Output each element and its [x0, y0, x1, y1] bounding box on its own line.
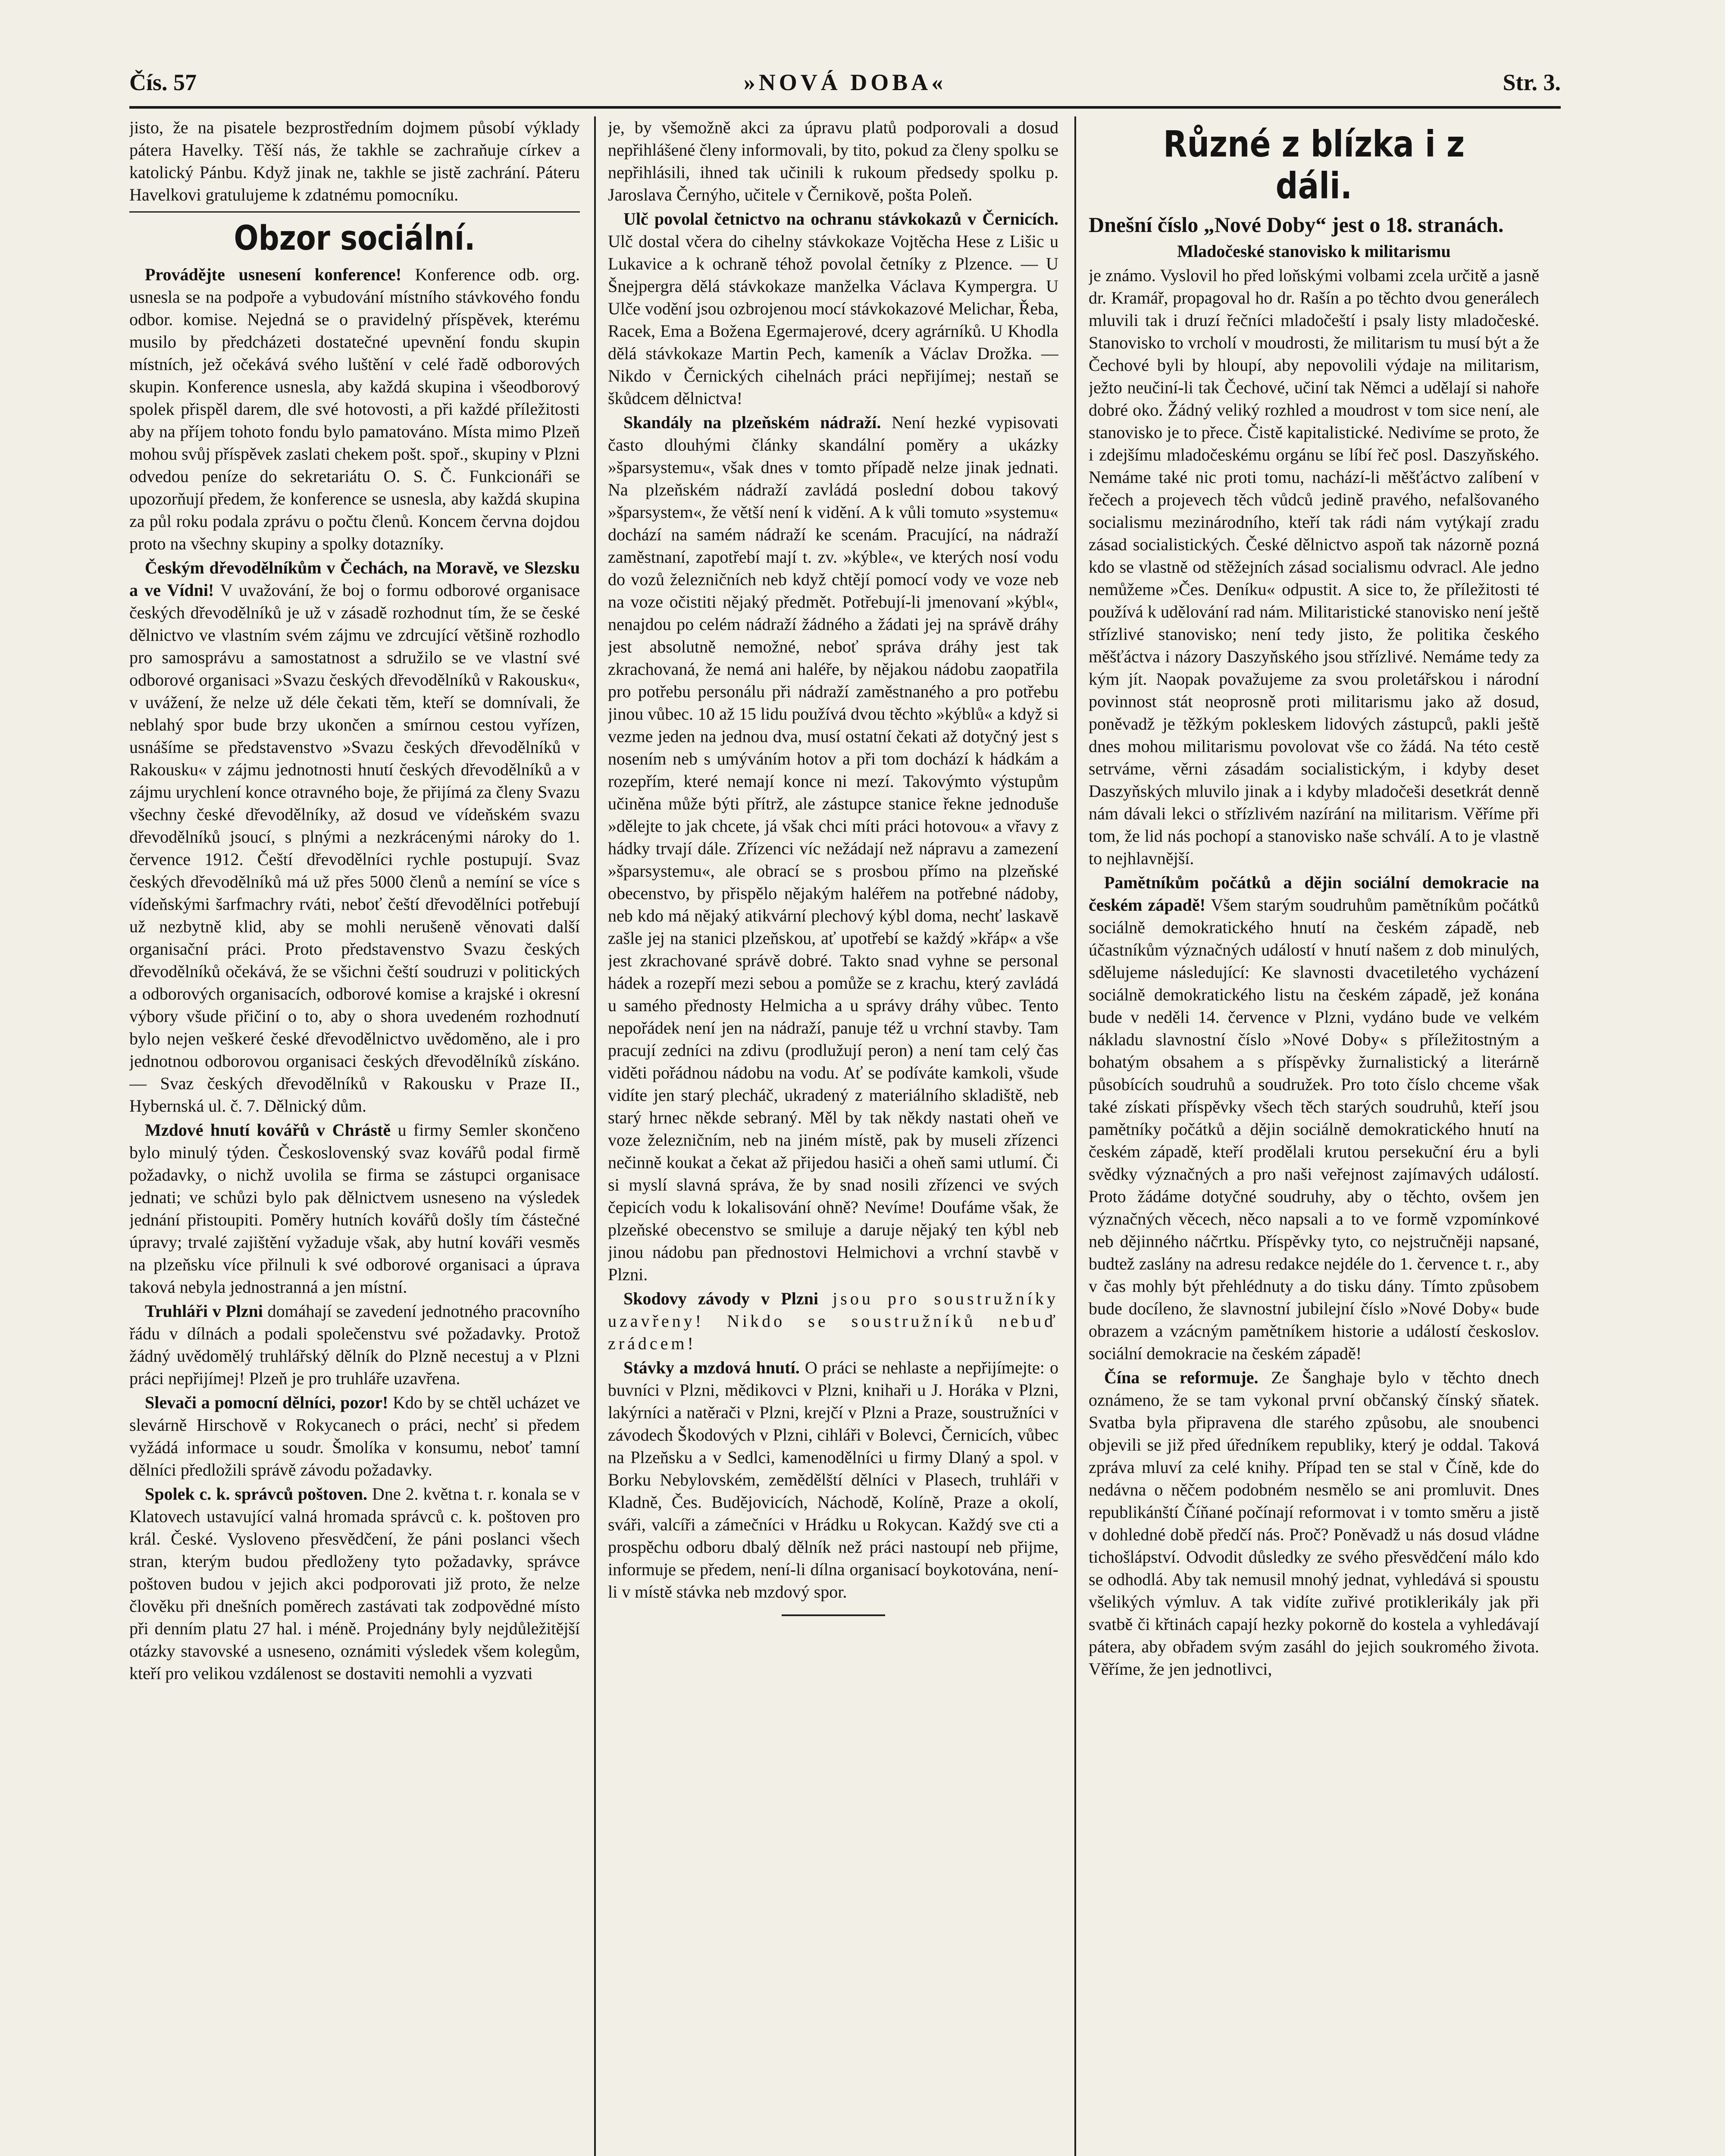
section-heading: Obzor sociální.	[234, 219, 476, 258]
page-count-notice: Dnešní číslo „Nové Doby“ jest o 18. stranách.	[1089, 213, 1504, 237]
article-body: Není hezké vypisovati často dlouhými články skandální poměry a ukázky »šparsystemu«, však dnes v tomto případě nelze jinak jednati. Na plzeňském nádraží zavládá poslední dobou takový »šparsystem«, že větší není k vidění. A k vůli tomuto »systemu« dochází na samém nádraží ke scenám. Pracující, na nádraží zaměstnaní, zapotřebí mají t. zv. »kýble«, ve kterých nosí vodu do vozů železničních neb když chtějí pomocí vody ve voze neb na voze očistiti nějaký předmět. Potřebují-li jmenovaní »kýbl«, nenajdou po celém nádraží žádného a žádati jej na správě dráhy jest absolutně nemožné, neboť správa dráhy jest tak zkrachovaná, že nemá ani haléře, by nějakou nádobu zaopatřila pro potřebu personálu při nádraží zaměstnaného a pro potřebu jinou vůbec. 10 až 15 lidu používá dvou těchto »kýblů« a když si vezme jeden na jednou dva, musí ostatní čekati až dotyčný jest s nosením neb s umýváním hotov a při tom dochází k hádkám a rozepřím, které nemají konce ni mezí. Takovýmto výstupům učiněna může býti přítrž, ale zástupce stanice řekne jednoduše »dělejte to jak chcete, já však chci míti práci hotovou« a vřavy z hádky trvají dále. Zřízenci víc nežádají než nápravu a zamezení »šparsystemu«, ale obrací se s prosbou přímo na plzeňské obecenstvo, by přispělo nějakým haléřem na potřebné nádoby, neb kdo má nějaký atikvární plechový kýbl doma, nechť laskavě zašle jej na stanici plzeňskou, ať upotřebí se každý »křáp« a vše jest zkrachované správě dobré. Takto snad vyhne se personal hádek a rozepří mezi sebou a pomůže se z krachu, který zavládá u samého přednosty Helmicha a u správy dráhy vůbec. Tento nepořádek není jen na nádraží, panuje též u vrchní stavby. Tam pracují zedníci na zdivu (prodlužují peron) a není tam celý čas viděti pořádnou nádobu na vodu. Ať se podíváte kamkoli, všude vidíte jen starý plecháč, ukradený z materiálního skladiště, neb starý hrnec někde sebraný. Měl by tak někdy nastati oheň ve voze železničním, neb na jiném místě, pak by museli zřízenci nečinně koukat a čekat až přijedou hasiči a oheň sami utlumí. Či si myslí slavná správa, že by snad nosili zřízenci ve svých čepicích vodu k lokalisování ohně? Nevíme! Doufáme však, že plzeňské obecenstvo se smiluje a daruje nějaký ten kýbl neb jinou nádobu pan přednostovi Helmichovi a vrchní stavbě v Plzni.	[608, 413, 1058, 1284]
article-body: Ulč dostal včera do cihelny stávkokaze Vojtěcha Hese z Lišic u Lukavice a k ochraně téhož povolal četníky z Plzence. — U Šnejpergra dělá stávkokaze manželka Václava Kympergra. U Ulče vodění jsou ozbrojenou mocí stávkokazové Melichar, Řeba, Racek, Ema a Božena Egermajerové, dcery agrárníků. U Khodla dělá stávkokaze Martin Pech, kameník a Václav Drožka. — Nikdo v Černických cihelnách práci nepřijímej; nestaň se škůdcem dělnictva!	[608, 232, 1058, 408]
article-heading: Českým dřevodělníkům v Čechách, na Moravě, ve Slezsku a ve Vídni!	[129, 558, 580, 600]
article	[129, 1300, 580, 1390]
article-body: jsou pro soustružníky uzavřeny! Nikdo se soustružníků nebuď zrádcem!	[608, 1289, 1058, 1353]
article-body: O práci se nehlaste a nepřijímejte: o buvníci v Plzni, mědikovci v Plzni, knihaři u J. Horáka v Plzni, lakýrníci a natěrači v Plzni, krejčí v Plzni a Praze, soustružníci v závodech Škodových v Plzni, cihláři v Bolevci, Černicích, vůbec na Plzeňsku a v Sedlci, kamenodělníci u firmy Dlaný a spol. v Borku Nebylovském, zemědělští dělníci v Plasech, truhláři v Kladně, Čes. Budějovicích, Náchodě, Kolíně, Praze a okolí, sváři, valcíři a zámečníci v Hrádku u Rokycan. Každý sve cti a prospěchu odboru dbalý dělník než práci nastoupí neb přijme, informuje se předem, není-li dílna organisací boykotována, není-li v místě stávka neb mzdový spor.	[608, 1358, 1058, 1601]
article-body: Kdo by se chtěl ucházet ve slevárně Hirschově v Rokycanech o práci, nechť si předem vyžádá informace u soudr. Šmolíka v konsumu, neboť tamní dělníci předložili správě závodu požadavky.	[129, 1392, 580, 1479]
article	[129, 1483, 580, 1685]
article-heading: Pamětníkům počátků a dějin sociální demokracie na českém západě!	[1089, 873, 1539, 915]
article	[129, 263, 580, 555]
column-3	[1089, 116, 1539, 2156]
masthead-title: »NOVÁ DOBA«	[743, 69, 947, 95]
article	[129, 557, 580, 1117]
article	[608, 1357, 1058, 1603]
column-divider	[1074, 116, 1076, 2156]
article	[1089, 1366, 1539, 1680]
article-heading: Spolek c. k. správců poštoven.	[145, 1484, 368, 1504]
end-separator	[782, 1614, 885, 1616]
article-body: je známo. Vyslovil ho před loňskými volbami zcela určitě a jasně dr. Kramář, propagoval ho dr. Rašín a po těchto dvou generálech mluvili tak i druzí řečníci mladočeští i psaly listy mladočeské. Stanovisko to vrcholí v moudrosti, že militarism tu musí být a že Čechové byli by hloupí, aby nepovolili výdaje na militarism, ježto neučiní-li tak Čechové, učiní tak Němci a udělají si nahoře dobré oko. Žádný veliký rozhled a moudrost v tom sice není, ale stanovisko je to přece. Čistě kapitalistické. Nedivíme se proto, že i zdejšímu mladočeskému orgánu se líbí řeč posl. Daszyňského. Nemáme také nic proti tomu, nachází-li měšťáctvo zalíbení v řečech a projevech těch vůdců jedině pravého, nefalšovaného socialismu mezinárodního, kteří tak rádi nám vytýkají zradu zásad socialistických. České dělnictvo aspoň tak názorně pozná kdo se vlastně od stěžejních zásad socialismu odvracl. Ale jedno nemůžeme »Čes. Deníku« odpustit. A sice to, že příležitosti té používá k udělování rad nám. Militaristické stanovisko není ještě střízlivé stanovisko; není tedy jisto, že politika českého měšťáctva i názory Daszyňského jsou střízlivé. Nemáme tedy za kým jít. Naopak považujeme za svou proletářskou i národní povinnost stát neoprosně proti militarismu jako až dosud, poněvadž je těžkým pokleskem lidových zástupců, pakli ještě dnes mohou militarismu povolovat vše co žádá. Na této cestě setrváme, věrni zásadám socialistickým, i kdyby deset Daszyňských mluvilo jinak a i kdyby mladočeši desetkrát denně nám dávali lekci o střízlivém nazírání na militarism. Věříme při tom, že lid nás pochopí a stanovisko naše schválí. A to je vlastně to nejhlavnější.	[1089, 266, 1539, 868]
article	[608, 411, 1058, 1286]
article-body: Konference odb. org. usnesla se na podpoře a vybudování místního stávkového fondu odbor. komise. Nejedná se o pravidelný příspěvek, kterému musilo by předcházeti dostatečné upevnění fondu skupin místních, jež očekává svého luštění v celé řadě odborových skupin. Konference usnesla, aby každá skupina i všeodborový spolek přispěl darem, dle své hotovosti, a při každé příležitosti aby na příjem tohoto fondu bylo pamatováno. Místa mimo Plzeň mohou svůj příspěvek zaslati chekem pošt. spoř., skupiny v Plzni odvedou peníze do sekretariátu O. S. Č. Funkcionáři se upozorňují předem, že konference se usnesla, aby každá skupina za půl roku podala zprávu o počtu členů. Koncem června dojdou proto na všechny skupiny a spolky dotazníky.	[129, 264, 580, 553]
column-1	[129, 116, 580, 2156]
article-body: domáhají se zavedení jednotného pracovního řádu v dílnách a podali společenstvu své požadavky. Protož žádný uvědomělý truhlářský dělník do Plzně necestuj a v Plzni práci nepřijímej! Plzeň je pro truhláře uzavřena.	[129, 1301, 580, 1388]
header-rule	[129, 106, 1561, 109]
article-body: u firmy Semler skončeno bylo minulý týden. Československý svaz kovářů podal firmě požadavky, o nichž uvolila se firma se zástupci organisace jednati; ve schůzi bylo pak dělnictvem usneseno na výsledek jednání přistoupiti. Poměry hutních kovářů došly tím částečné úpravy; trvalé zajištění vyžaduje však, aby hutní kováři vesměs na plzeňsku více přilnuli k své odborové organisaci a úprava taková nebyla jednostranná a jen místní.	[129, 1120, 580, 1297]
issue-number: Čís. 57	[129, 69, 197, 95]
article-heading: Ulč povolal četnictvo na ochranu stávkokazů v Černicích.	[623, 209, 1058, 229]
article	[608, 1288, 1058, 1355]
section-rule	[129, 211, 580, 213]
article-body: Dne 2. května t. r. konala se v Klatovech ustavující valná hromada správců c. k. poštoven pro král. České. Vysloveno přesvědčení, že páni poslanci všech stran, kterým budou předloženy tyto požadavky, správce poštoven budou v jejich akci podporovati již proto, že nelze člověku při dnešních poměrech zastávati tak zodpovědné místo při denním platu 27 hal. i méně. Projednány byly nejdůležitější otázky stavovské a usneseno, oznámiti výsledek všem kolegům, kteří pro velikou vzdálenost se dostaviti nemohli a vyzvati	[129, 1484, 580, 1683]
article-heading: Čína se reformuje.	[1104, 1368, 1259, 1388]
article	[129, 1119, 580, 1298]
article-heading: Provádějte usnesení konference!	[145, 264, 402, 284]
article-heading: Skandály na plzeňském nádraží.	[623, 413, 881, 432]
article	[608, 208, 1058, 410]
article-heading: Mladočeské stanovisko k militarismu	[1177, 241, 1451, 261]
column-2	[608, 116, 1058, 2156]
article-continuation: je, by všemožně akci za úpravu platů podporovali a dosud nepřihlášené členy informovali, by tito, pokud za členy spolku se nepřihlásili, ihned tak učinili k rukoum předsedy spolku p. Jaroslava Černýho, učitele v Černikově, pošta Poleň.	[608, 118, 1058, 204]
article-heading: Mzdové hnutí kovářů v Chrástě	[145, 1120, 391, 1140]
article-body: V uvažování, že boj o formu odborové organisace českých dřevodělníků je už v zásadě rozhodnut tím, že se české dělnictvo ve vlastním svém zájmu ve zdrcující většině rozhodlo pro samosprávu a samostatnost a sdružilo se ve vlastní své odborové organisaci »Svazu českých dřevodělníků v Rakousku«, v uvážení, že nelze už déle čekati těm, kteří se domnívali, že neblahý spor bude brzy ukončen a smírnou cestou vyřízen, usnášíme se představenstvo »Svazu českých dřevodělníků v Rakousku« v zájmu jednotnosti hnutí českých dřevodělníků a v zájmu urychlení konce otravného boje, že přijímá za členy Svazu všechny české dřevodělníky, až dosud ve vídeňském svazu dřevodělníků jsoucí, s plnými a nezkrácenými nároky do 1. července 1912. Čeští dřevodělníci rychle postupují. Svaz českých dřevodělníků má už přes 5000 členů a nemíní se více s vídeňskými šarfmachry rváti, neboť čeští dřevodělníci potřebují už nezbytně klid, aby se mohli nerušeně věnovati další organisační práci. Proto představenstvo Svazu českých dřevodělníků očekává, že se všichni čeští soudruzi v politických a odborových organisacích, odborové komise a krajské i okresní výbory všude přičiní o to, aby o shora uvedeném rozhodnutí bylo nejen veškeré české dřevodělnictvo uvědoměno, ale i pro jednotnou odborovou organisaci českých dřevodělníků získáno. — Svaz českých dřevodělníků v Rakousku v Praze II., Hybernská ul. č. 7. Dělnický dům.	[129, 580, 580, 1116]
article-heading: Skodovy závody v Plzni	[623, 1289, 818, 1308]
article-body: Všem starým soudruhům pamětníkům počátků sociálně demokratického hnutí na českém západě, neb účastníkům význačných událostí v hnutí našem z dob minulých, sdělujeme následující: Ke slavnosti dvacetiletého vycházení sociálně demokratického listu na českém západě, jež konána bude v neděli 14. července v Plzni, vydáno bude ve velkém nákladu slavnostní číslo »Nové Doby« s příležitostným a bohatým obsahem a s příspěvky žurnalistický a literárně působících soudruhů a soudružek. Pro toto číslo chceme však také získati příspěvky všech těch starých soudruhů, kteří jsou pamětníky počátků a dějin sociálně demokratického hnutí na českém západě, kteří prodělali krutou persekuční éru a byli svědky význačných a pro naši veřejnost zajímavých událostí. Proto žádáme dotyčné soudruhy, aby o těchto, ovšem jen význačných věcech, něco napsali a to ve formě vzpomínkové neb dějinného náčrtku. Příspěvky tyto, co nejstručněji napsané, budtež zaslány na adresu redakce nejdéle do 1. července t. r., aby v čas mohly být přehlédnuty a do tisku dány. Tímto způsobem bude docíleno, že slavnostní jubilejní číslo »Nové Doby« bude obrazem a vzácným pamětníkem historie a událostí českoslov. sociální demokracie na českém západě!	[1089, 895, 1539, 1363]
article-continuation: jisto, že na pisatele bezprostředním dojmem působí výklady pátera Havelky. Těší nás, že takhle se zachraňuje církev a katolický Pánbu. Když jinak ne, takhle se jistě zachrání. Páteru Havelkovi gratulujeme k zdatnému pomocníku.	[129, 118, 580, 204]
article	[1089, 871, 1539, 1365]
column-divider	[594, 116, 596, 2156]
article-heading: Slevači a pomocní dělníci, pozor!	[145, 1392, 388, 1412]
section-heading: Různé z blízka i z dáli.	[1163, 123, 1465, 207]
article-body: Ze Šanghaje bylo v těchto dnech oznámeno, že se tam vykonal první občanský čínský sňatek. Svatba byla připravena dle starého způsobu, ale snoubenci objevili se již před úředníkem republiky, který je oddal. Taková zpráva mluví za celé knihy. Případ ten se stal v Číně, kde do nedávna o něčem podobném nesmělo se ani promluvit. Dnes republikánští Číňané počínají reformovat i v tomto směru a jistě v dohledné době předčí nás. Proč? Poněvadž u nás dosud vládne tichošlápství. Odvodit důsledky ze svého přesvědčení málo kdo se odhodlá. Aby tak nemusil mnohý jednat, vyhledává si spoustu všelikých výmluv. A tak vidíte zuřivé protiklerikály jak při svatbě či křtinách capají hezky pokorně do kostela a vyhledávají pátera, aby obřadem svým zasáhl do jejich soukromého života. Věříme, že jen jednotlivci,	[1089, 1368, 1539, 1679]
page-header	[129, 69, 1561, 99]
article-heading: Truhláři v Plzni	[145, 1301, 263, 1321]
article-heading: Stávky a mzdová hnutí.	[623, 1358, 800, 1377]
article	[129, 1391, 580, 1481]
page-number: Str. 3.	[1503, 69, 1561, 95]
